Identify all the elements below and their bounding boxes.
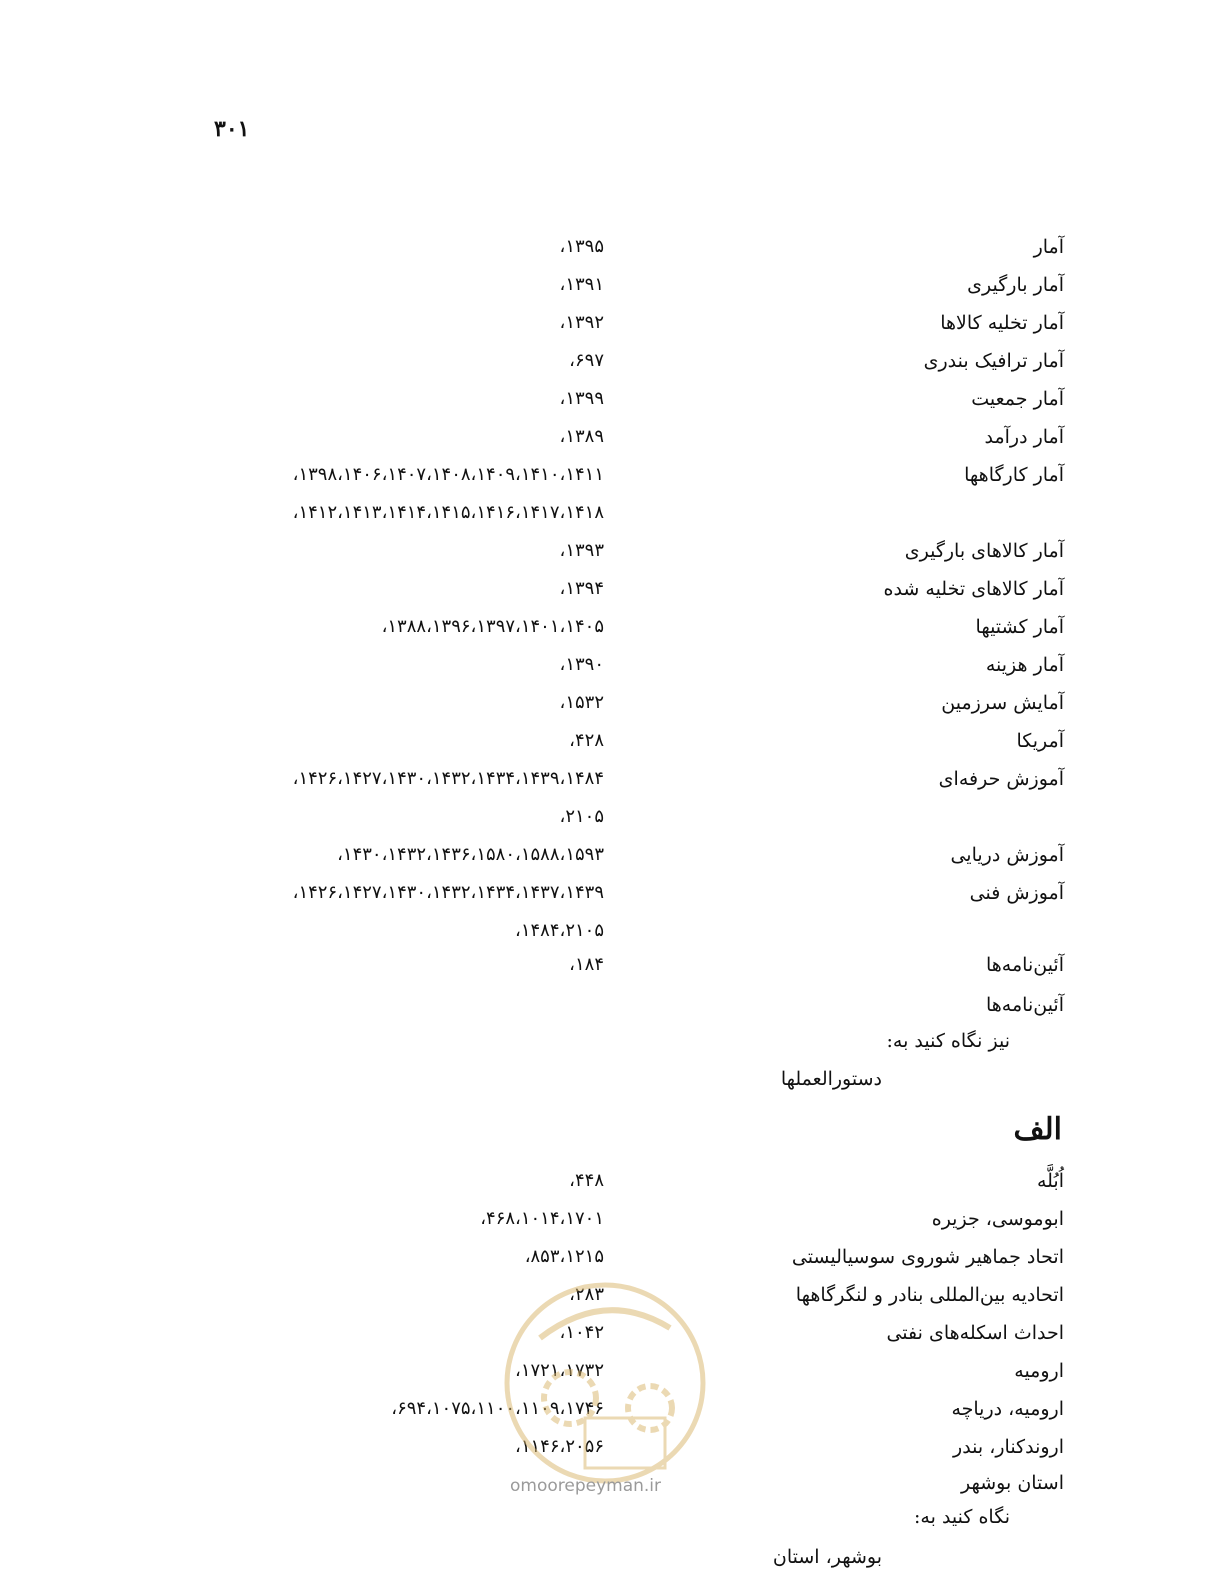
index-term: آموزش حرفه‌ای <box>938 768 1064 790</box>
index-term: آئین‌نامه‌ها <box>985 954 1064 976</box>
index-page-refs: ۴۲۸، <box>569 730 604 751</box>
index-term: اتحادیه بین‌المللی بنادر و لنگرگاهها <box>795 1284 1064 1306</box>
index-page-refs: ۶۹۷، <box>569 350 604 371</box>
index-page-refs: ۲۱۰۵، <box>559 806 604 827</box>
see-also-target: دستورالعملها <box>780 1068 882 1090</box>
index-page-refs: ۱۸۴، <box>569 954 604 975</box>
index-term: آمار کارگاهها <box>964 464 1064 486</box>
index-page-refs: ۲۸۳، <box>569 1284 604 1305</box>
index-page-refs: ۱۴۸۴،۲۱۰۵، <box>515 920 604 941</box>
index-page-refs: ۴۶۸،۱۰۱۴،۱۷۰۱، <box>480 1208 604 1229</box>
index-page-refs: ۱۳۸۸،۱۳۹۶،۱۳۹۷،۱۴۰۱،۱۴۰۵، <box>381 616 604 637</box>
page-number: ۳۰۱ <box>214 116 250 142</box>
index-term: آمار تخلیه کالاها <box>940 312 1064 334</box>
index-term: آمار ترافیک بندری <box>923 350 1064 372</box>
index-term: اتحاد جماهیر شوروی سوسیالیستی <box>791 1246 1064 1268</box>
index-term: استان بوشهر <box>961 1472 1064 1494</box>
index-page-refs: ۱۳۹۴، <box>559 578 604 599</box>
index-page-refs: ۸۵۳،۱۲۱۵، <box>524 1246 604 1267</box>
index-term: احداث اسکله‌های نفتی <box>886 1322 1064 1344</box>
index-page-refs: ۱۳۹۰، <box>559 654 604 675</box>
index-page-refs: ۱۵۳۲، <box>559 692 604 713</box>
index-term: ارومیه <box>1014 1360 1064 1382</box>
index-page-refs: ۱۴۲۶،۱۴۲۷،۱۴۳۰،۱۴۳۲،۱۴۳۴،۱۴۳۹،۱۴۸۴، <box>292 768 604 789</box>
index-term: ابوموسی، جزیره <box>931 1208 1064 1230</box>
index-page-refs: ۱۰۴۲، <box>559 1322 604 1343</box>
index-term: آموزش دریایی <box>950 844 1064 866</box>
index-term: آمار کالاهای تخلیه شده <box>883 578 1064 600</box>
index-term: آمار هزینه <box>985 654 1064 676</box>
index-page-refs: ۱۳۹۳، <box>559 540 604 561</box>
see-label: نگاه کنید به: <box>914 1506 1010 1528</box>
index-page-refs: ۱۳۹۸،۱۴۰۶،۱۴۰۷،۱۴۰۸،۱۴۰۹،۱۴۱۰،۱۴۱۱، <box>292 464 604 485</box>
index-term: آمار کالاهای بارگیری <box>904 540 1064 562</box>
index-page-refs: ۴۴۸، <box>569 1170 604 1191</box>
section-letter: الف <box>1013 1112 1062 1147</box>
index-page-refs: ۱۴۲۶،۱۴۲۷،۱۴۳۰،۱۴۳۲،۱۴۳۴،۱۴۳۷،۱۴۳۹، <box>292 882 604 903</box>
index-page-refs: ۱۳۹۵، <box>559 236 604 257</box>
index-page-refs: ۱۳۹۲، <box>559 312 604 333</box>
index-term: اُبُلَّه <box>1036 1170 1064 1192</box>
index-page-refs: ۶۹۴،۱۰۷۵،۱۱۰۰،۱۱۰۹،۱۷۴۶، <box>391 1398 604 1419</box>
index-page-refs: ۱۳۸۹، <box>559 426 604 447</box>
index-term: آمایش سرزمین <box>941 692 1064 714</box>
index-term: آمار درآمد <box>984 426 1064 448</box>
index-term: آمار جمعیت <box>971 388 1064 410</box>
index-term: آمریکا <box>1016 730 1064 752</box>
index-term: آئین‌نامه‌ها <box>985 994 1064 1016</box>
index-page-refs: ۱۴۱۲،۱۴۱۳،۱۴۱۴،۱۴۱۵،۱۴۱۶،۱۴۱۷،۱۴۱۸، <box>292 502 604 523</box>
watermark-site: omoorepeyman.ir <box>510 1476 662 1496</box>
index-page-refs: ۱۱۴۶،۲۰۵۶، <box>515 1436 604 1457</box>
index-page-refs: ۱۴۳۰،۱۴۳۲،۱۴۳۶،۱۵۸۰،۱۵۸۸،۱۵۹۳، <box>337 844 604 865</box>
index-term: آمار بارگیری <box>967 274 1064 296</box>
index-term: آموزش فنی <box>969 882 1064 904</box>
index-term: ارومیه، دریاچه <box>951 1398 1064 1420</box>
see-target: بوشهر، استان <box>772 1546 882 1568</box>
index-page-refs: ۱۳۹۱، <box>559 274 604 295</box>
watermark-logo <box>500 1278 710 1488</box>
index-page-refs: ۱۷۲۱،۱۷۳۲، <box>515 1360 604 1381</box>
index-term: آمار <box>1033 236 1064 258</box>
index-term: اروندکنار، بندر <box>953 1436 1064 1458</box>
index-page-refs: ۱۳۹۹، <box>559 388 604 409</box>
see-also-label: نیز نگاه کنید به: <box>886 1030 1010 1052</box>
index-term: آمار کشتیها <box>975 616 1064 638</box>
